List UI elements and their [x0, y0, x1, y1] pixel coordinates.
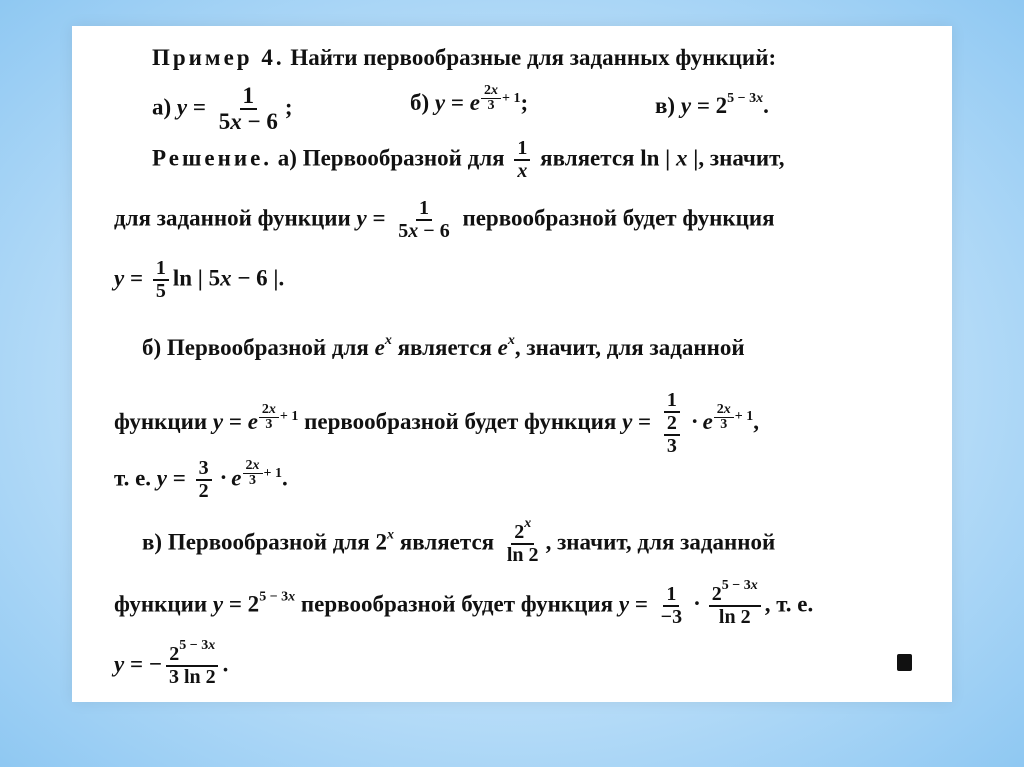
example-sheet [72, 26, 952, 702]
fraction-1-over-x: $\frac{1}{x}$ [514, 138, 530, 182]
solution-label: Решение. [152, 145, 273, 171]
solution-a-result: y = $\frac{1}{5}$ ln | 5x − 6 |. [114, 257, 285, 302]
fraction-2pow-over-ln2: $\frac{2^{5 - 3x}}{\ln 2}$ [709, 584, 761, 628]
fraction-2pow-over-3ln2: $\frac{2^{5 - 3x}}{3 \ln 2}$ [166, 644, 219, 688]
task-b: б) y = e $\frac{2x}{3}$ + 1; [410, 83, 529, 115]
solution-c-line-1: в) Первообразной для 2$^x$ является $\frac{2^x}{\ln 2}$ , значит, для заданной [142, 516, 776, 566]
end-of-proof-square-icon [897, 654, 912, 671]
fraction-3-over-2: $\frac{3}{2}$ [196, 458, 212, 502]
solution-c-line-2: функции $y = 2^{5 - 3x}$ первообразной будет функция y = $\frac{1}{-3}$ · $\frac{2^{5 - 3x}}{\ln 2}$ , т. е. [114, 578, 814, 628]
task-a: а) y = $\frac{1}{5x - 6}$ ; [152, 83, 293, 135]
solution-a-line-1: Решение. а) Первообразной для $\frac{1}{x}$ является ln | x |, значит, [152, 137, 785, 182]
fraction-1-over-5x-6: $\frac{1}{5x - 6}$ [218, 83, 278, 135]
solution-c-result: y = − $\frac{2^{5 - 3x}}{3 \ln 2}$ . [114, 638, 229, 688]
solution-b-line-2: функции y = e $\frac{2x}{3}$ + 1 первообразной будет функция y = $\frac{1}{\frac{2}{3}}$ · e $\frac{2x}{3}$ + 1, [114, 389, 760, 457]
fraction-2x-over-ln2: $\frac{2^x}{\ln 2}$ [506, 516, 539, 566]
fraction-1-over-2-3: $\frac{1}{\frac{2}{3}}$ [661, 390, 683, 457]
fraction-1-over-5x-6-b: $\frac{1}{5x - 6}$ [398, 197, 450, 242]
example-label: Пример 4. [152, 45, 285, 70]
fraction-1-over-minus-3: $\frac{1}{-3}$ [660, 583, 683, 628]
fraction-1-over-5: $\frac{1}{5}$ [153, 258, 169, 302]
example-title [152, 46, 776, 69]
solution-a-line-2: для заданной функции y = $\frac{1}{5x - 6}$ первообразной будет функция [114, 197, 775, 242]
solution-b-line-1: б) Первообразной для $e^x$ является $e^x$, значит, для заданной [142, 333, 745, 360]
solution-b-result: т. е. y = $\frac{3}{2}$ · e $\frac{2x}{3}$ + 1. [114, 457, 288, 502]
example-task: Найти первообразные для заданных функций: [290, 45, 777, 70]
task-c: в) $y = 2^{5 - 3x}$. [655, 91, 769, 118]
